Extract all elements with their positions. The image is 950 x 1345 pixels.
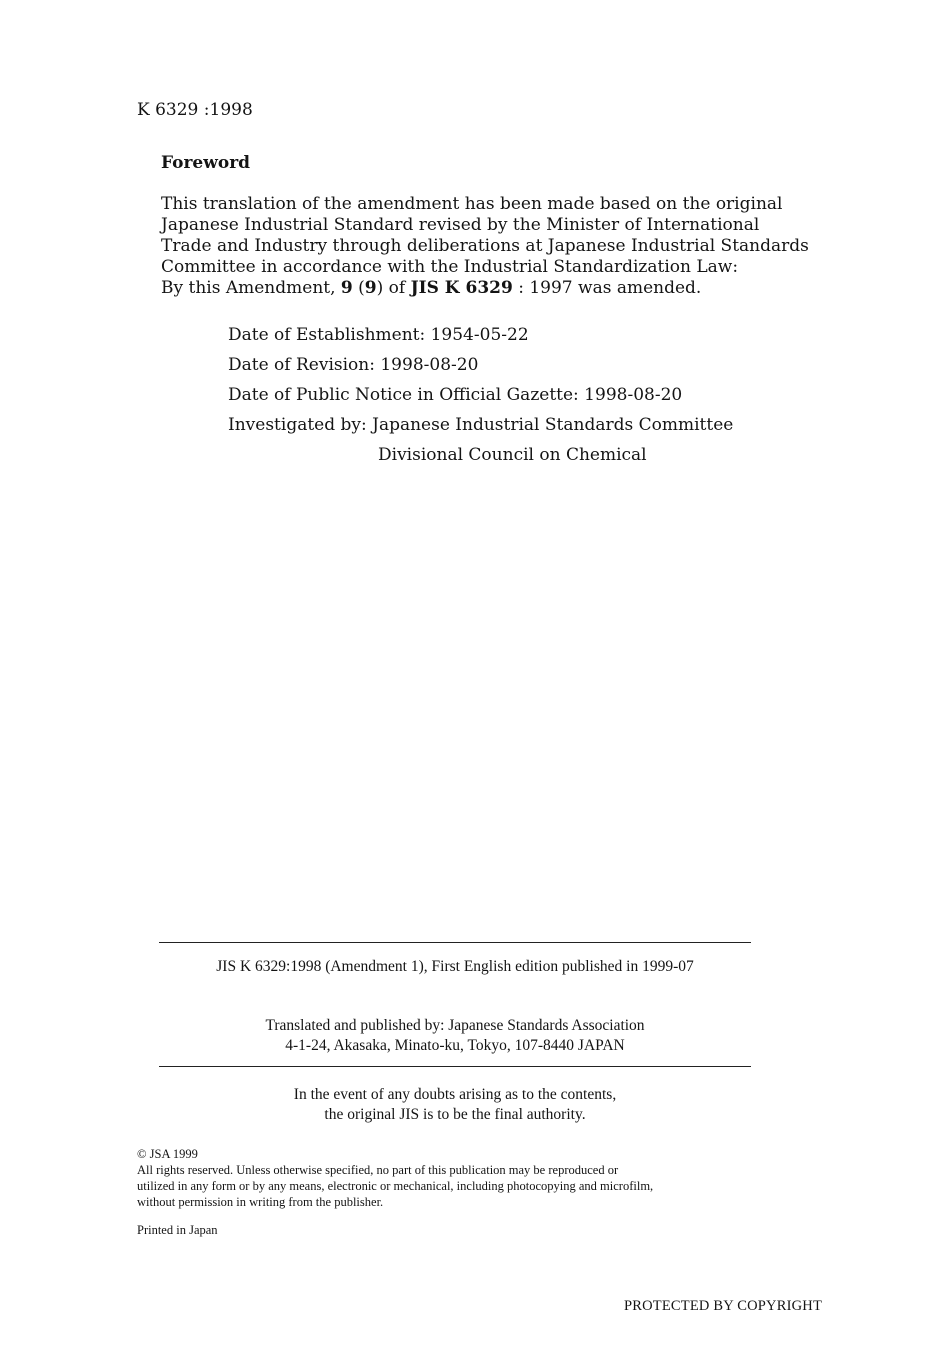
printed-in: Printed in Japan — [137, 1223, 218, 1237]
investigated-by: Investigated by: Japanese Industrial Standards Committee — [228, 415, 734, 435]
edition-line — [159, 957, 751, 977]
amendment-text: By this Amendment, — [161, 278, 341, 298]
rights-line: All rights reserved. Unless otherwise specified, no part of this publication may be reproduced or — [137, 1163, 619, 1177]
copyright-notice: © JSA 1999 — [137, 1147, 198, 1161]
date-of-revision: Date of Revision: 1998-08-20 — [228, 355, 479, 375]
publisher-block — [159, 1016, 751, 1056]
divider-top — [159, 942, 751, 943]
clause-number: 9 — [340, 278, 353, 298]
authority-block — [159, 1085, 751, 1125]
copyright-watermark: PROTECTED BY COPYRIGHT — [624, 1298, 823, 1314]
copyright-block — [137, 1146, 653, 1210]
authority-line: the original JIS is to be the final authority. — [324, 1106, 586, 1123]
standard-number: JIS K 6329 — [410, 278, 513, 298]
document-code: K 6329 :1998 — [137, 100, 253, 120]
amendment-text: : 1997 was amended. — [512, 278, 702, 298]
subclause-number: 9 — [364, 278, 377, 298]
dates-block — [228, 320, 733, 470]
divisional-council: Divisional Council on Chemical — [378, 445, 647, 465]
foreword-line: Committee in accordance with the Industrial Standardization Law: — [161, 257, 739, 277]
foreword-paragraph — [161, 194, 809, 299]
divider-bottom — [159, 1066, 751, 1067]
rights-line: utilized in any form or by any means, electronic or mechanical, including photocopying and microfilm, — [137, 1179, 654, 1193]
publisher-line: Translated and published by: Japanese Standards Association — [265, 1017, 645, 1034]
date-of-establishment: Date of Establishment: 1954-05-22 — [228, 325, 529, 345]
foreword-line: Trade and Industry through deliberations at Japanese Industrial Standards — [161, 236, 809, 256]
publisher-address: 4-1-24, Akasaka, Minato-ku, Tokyo, 107-8440 JAPAN — [285, 1037, 625, 1054]
authority-line: In the event of any doubts arising as to the contents, — [293, 1086, 617, 1103]
foreword-line: This translation of the amendment has been made based on the original — [161, 194, 783, 214]
rights-line: without permission in writing from the publisher. — [137, 1195, 384, 1209]
foreword-heading: Foreword — [161, 153, 251, 173]
foreword-line: Japanese Industrial Standard revised by the Minister of International — [161, 215, 760, 235]
foreword-amendment-line — [161, 278, 791, 299]
amendment-text: ) of — [376, 278, 411, 298]
edition-text: JIS K 6329:1998 (Amendment 1), First English edition published in 1999-07 — [216, 958, 694, 975]
amendment-text: ( — [352, 278, 365, 298]
date-of-public-notice: Date of Public Notice in Official Gazette: 1998-08-20 — [228, 385, 683, 405]
